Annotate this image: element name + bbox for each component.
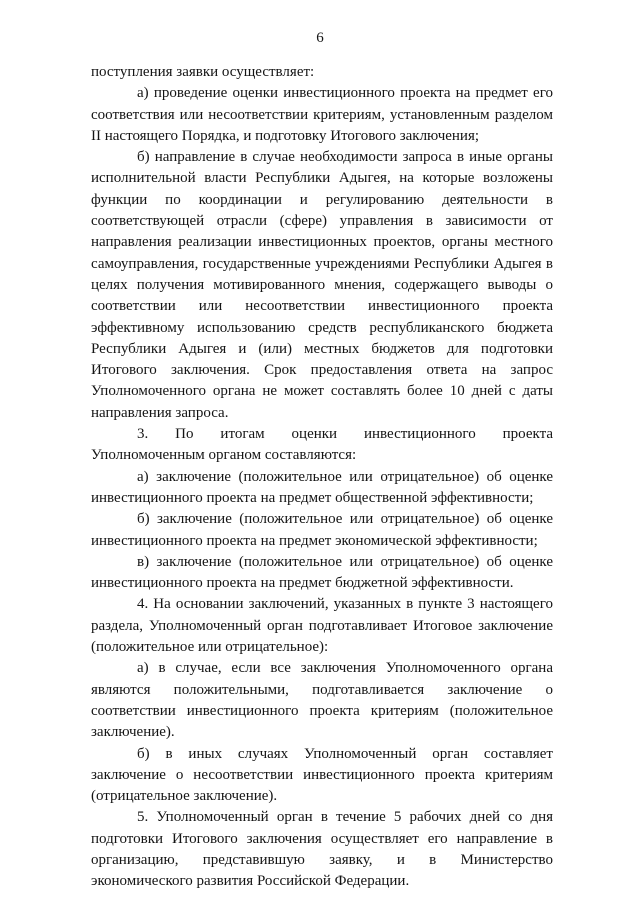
paragraph-3b-economic-efficiency: б) заключение (положительное или отрицательное) об оценке инвестиционного проекта на предмет экономической эффективности; <box>91 511 553 549</box>
page-number: 6 <box>316 30 324 46</box>
paragraph-4b-negative-case: б) в иных случаях Уполномоченный орган составляет заключение о несоответствии инвестиционного проекта критериям (отрицательное заключение). <box>91 745 553 805</box>
document-body <box>91 62 553 893</box>
paragraph-2b-request-to-authorities: б) направление в случае необходимости запроса в иные органы исполнительной власти Республики Адыгея, на которые возложены функции по координации и регулированию деятельности в соответствующей отрасли (сфере) управления в зависимости от направления реализации инвестиционных проектов, органы местного самоуправления, государственные учреждениями Республики Адыгея в целях получения мотивированного мнения, содержащего выводы о соответствии или несоответствии инвестиционного проекта эффективному использованию средств республиканского бюджета Республики Адыгея и (или) местных бюджетов для подготовки Итогового заключения. Срок предоставления ответа на запрос Уполномоченного органа не может составлять более 10 дней с даты направления запроса. <box>91 149 553 421</box>
paragraph-3c-budget-efficiency: в) заключение (положительное или отрицательное) об оценке инвестиционного проекта на предмет бюджетной эффективности. <box>91 553 553 592</box>
paragraph-3-conclusions-list: 3. По итогам оценки инвестиционного проекта Уполномоченным органом составляются: <box>91 426 553 464</box>
paragraph-intro-continuation: поступления заявки осуществляет: <box>91 64 315 80</box>
paragraph-4-final-conclusion: 4. На основании заключений, указанных в пункте 3 настоящего раздела, Уполномоченный орган подготавливает Итоговое заключение (положительное или отрицательное): <box>91 596 553 656</box>
paragraph-4a-positive-case: а) в случае, если все заключения Уполномоченного органа являются положительными, подготавливается заключение о соответствии инвестиционного проекта критериям (положительное заключение). <box>91 660 553 741</box>
paragraph-2a-project-evaluation: а) проведение оценки инвестиционного проекта на предмет его соответствия или несоответствии критериям, установленным разделом II настоящего Порядка, и подготовку Итогового заключения; <box>91 85 553 144</box>
paragraph-5-sending-conclusion: 5. Уполномоченный орган в течение 5 рабочих дней со дня подготовки Итогового заключения осуществляет его направление в организацию, представившую заявку, и в Министерство экономического развития Российской Федерации. <box>91 809 553 890</box>
paragraph-3a-social-efficiency: а) заключение (положительное или отрицательное) об оценке инвестиционного проекта на предмет общественной эффективности; <box>91 468 553 506</box>
